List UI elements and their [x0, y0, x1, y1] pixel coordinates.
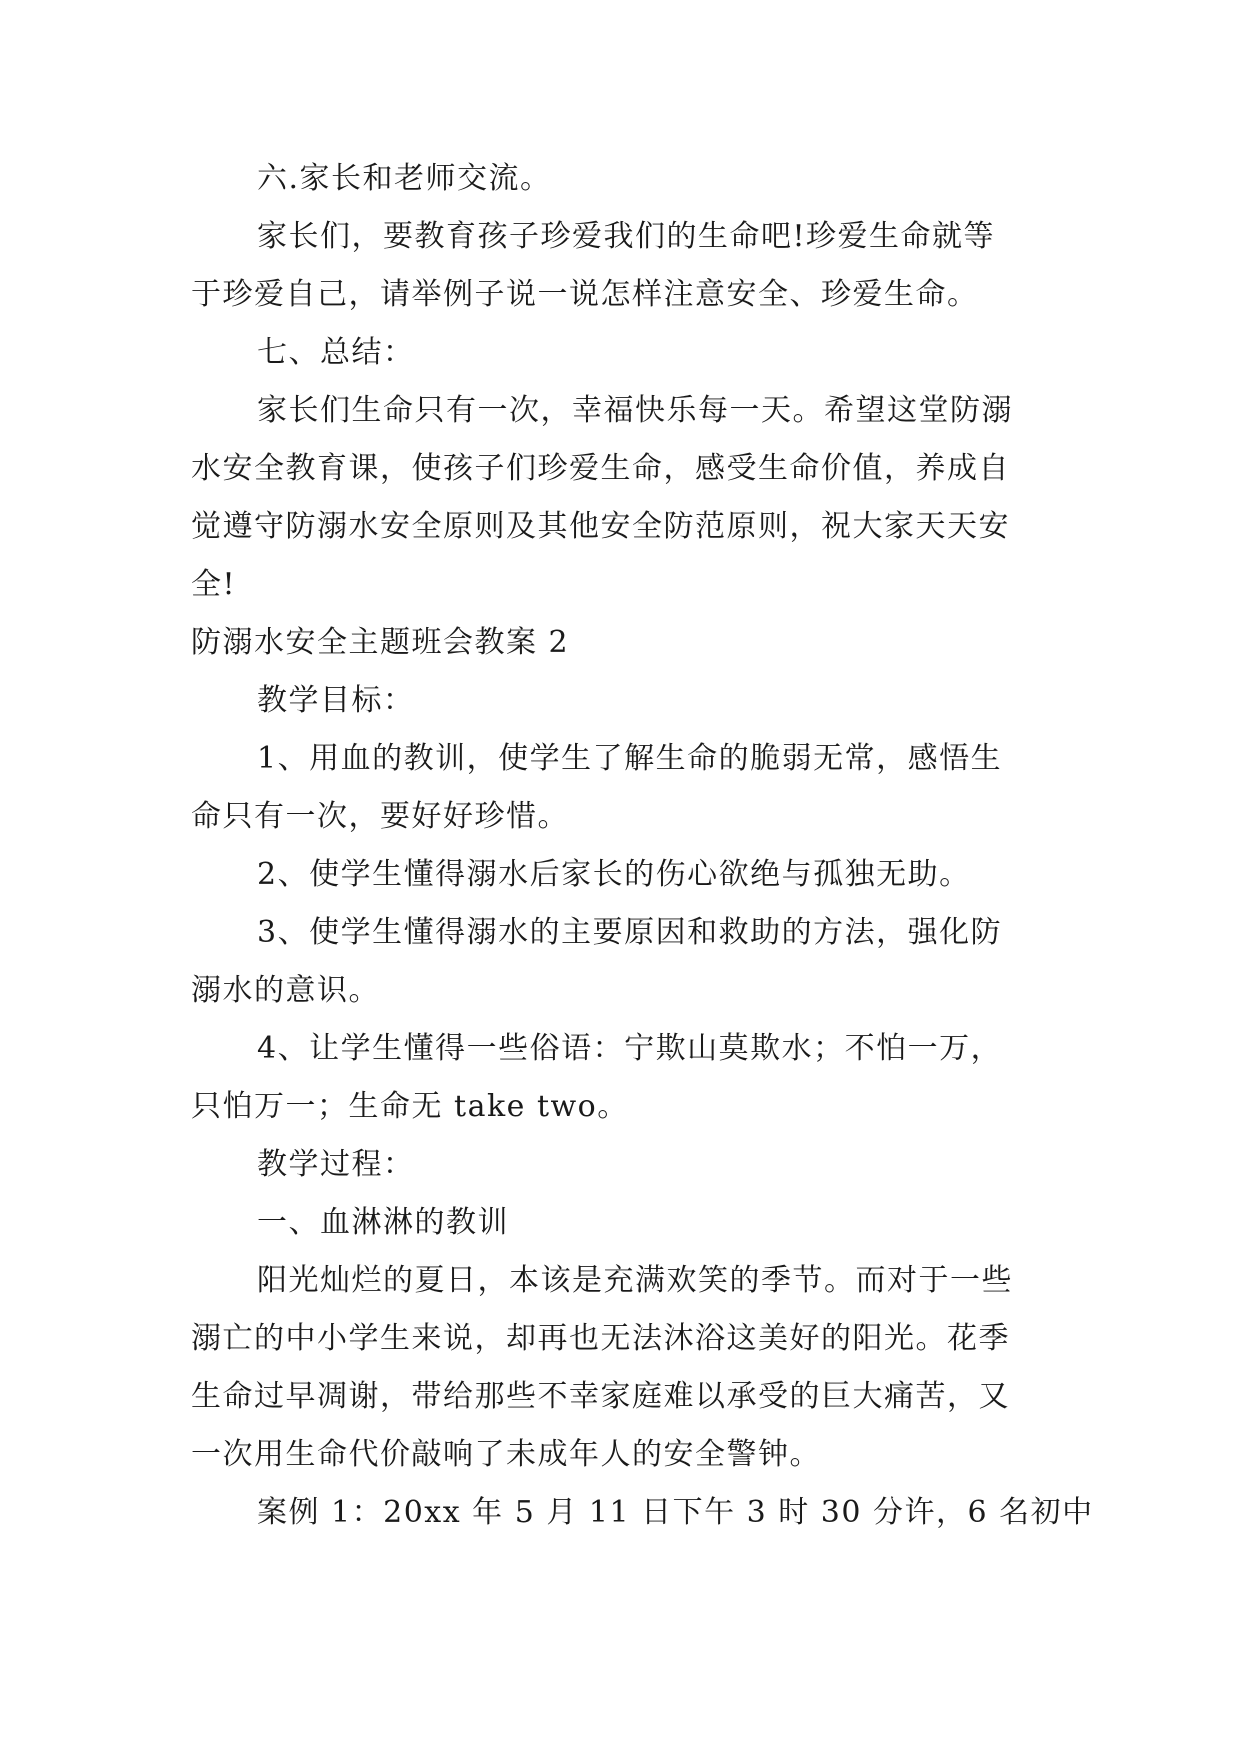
text-line: 一次用生命代价敲响了未成年人的安全警钟。: [191, 1437, 821, 1472]
text-line: 于珍爱自己，请举例子说一说怎样注意安全、珍爱生命。: [191, 277, 979, 312]
document-body: [191, 150, 1094, 1542]
text-line: 4、让学生懂得一些俗语：宁欺山莫欺水；不怕一万，: [257, 1031, 1003, 1066]
text-line: 溺水的意识。: [191, 973, 380, 1008]
text-line: 家长们生命只有一次，幸福快乐每一天。希望这堂防溺: [257, 393, 1013, 428]
text-line: 觉遵守防溺水安全原则及其他安全防范原则，祝大家天天安: [191, 509, 1010, 544]
document-title: 防溺水安全主题班会教案 2: [191, 625, 570, 660]
text-line: 阳光灿烂的夏日，本该是充满欢笑的季节。而对于一些: [257, 1263, 1013, 1298]
section-heading: 一、血淋淋的教训: [257, 1205, 509, 1240]
section-heading: 教学目标：: [257, 683, 415, 718]
text-line: 六.家长和老师交流。: [257, 161, 552, 196]
section-heading: 七、总结：: [257, 335, 415, 370]
section-heading: 教学过程：: [257, 1147, 415, 1182]
text-line: 2、使学生懂得溺水后家长的伤心欲绝与孤独无助。: [257, 857, 971, 892]
text-line: 全!: [191, 567, 237, 602]
text-line: 家长们，要教育孩子珍爱我们的生命吧!珍爱生命就等: [257, 219, 996, 254]
text-line: 3、使学生懂得溺水的主要原因和救助的方法，强化防: [257, 915, 1003, 950]
text-line: 溺亡的中小学生来说，却再也无法沐浴这美好的阳光。花季: [191, 1321, 1010, 1356]
text-line: 水安全教育课，使孩子们珍爱生命，感受生命价值，养成自: [191, 451, 1010, 486]
text-line: 1、用血的教训，使学生了解生命的脆弱无常，感悟生: [257, 741, 1003, 776]
text-line: 只怕万一；生命无 take two。: [191, 1089, 629, 1124]
text-line: 命只有一次，要好好珍惜。: [191, 799, 569, 834]
text-line: 案例 1：20xx 年 5 月 11 日下午 3 时 30 分许，6 名初中: [257, 1495, 1094, 1530]
text-line: 生命过早凋谢，带给那些不幸家庭难以承受的巨大痛苦，又: [191, 1379, 1010, 1414]
